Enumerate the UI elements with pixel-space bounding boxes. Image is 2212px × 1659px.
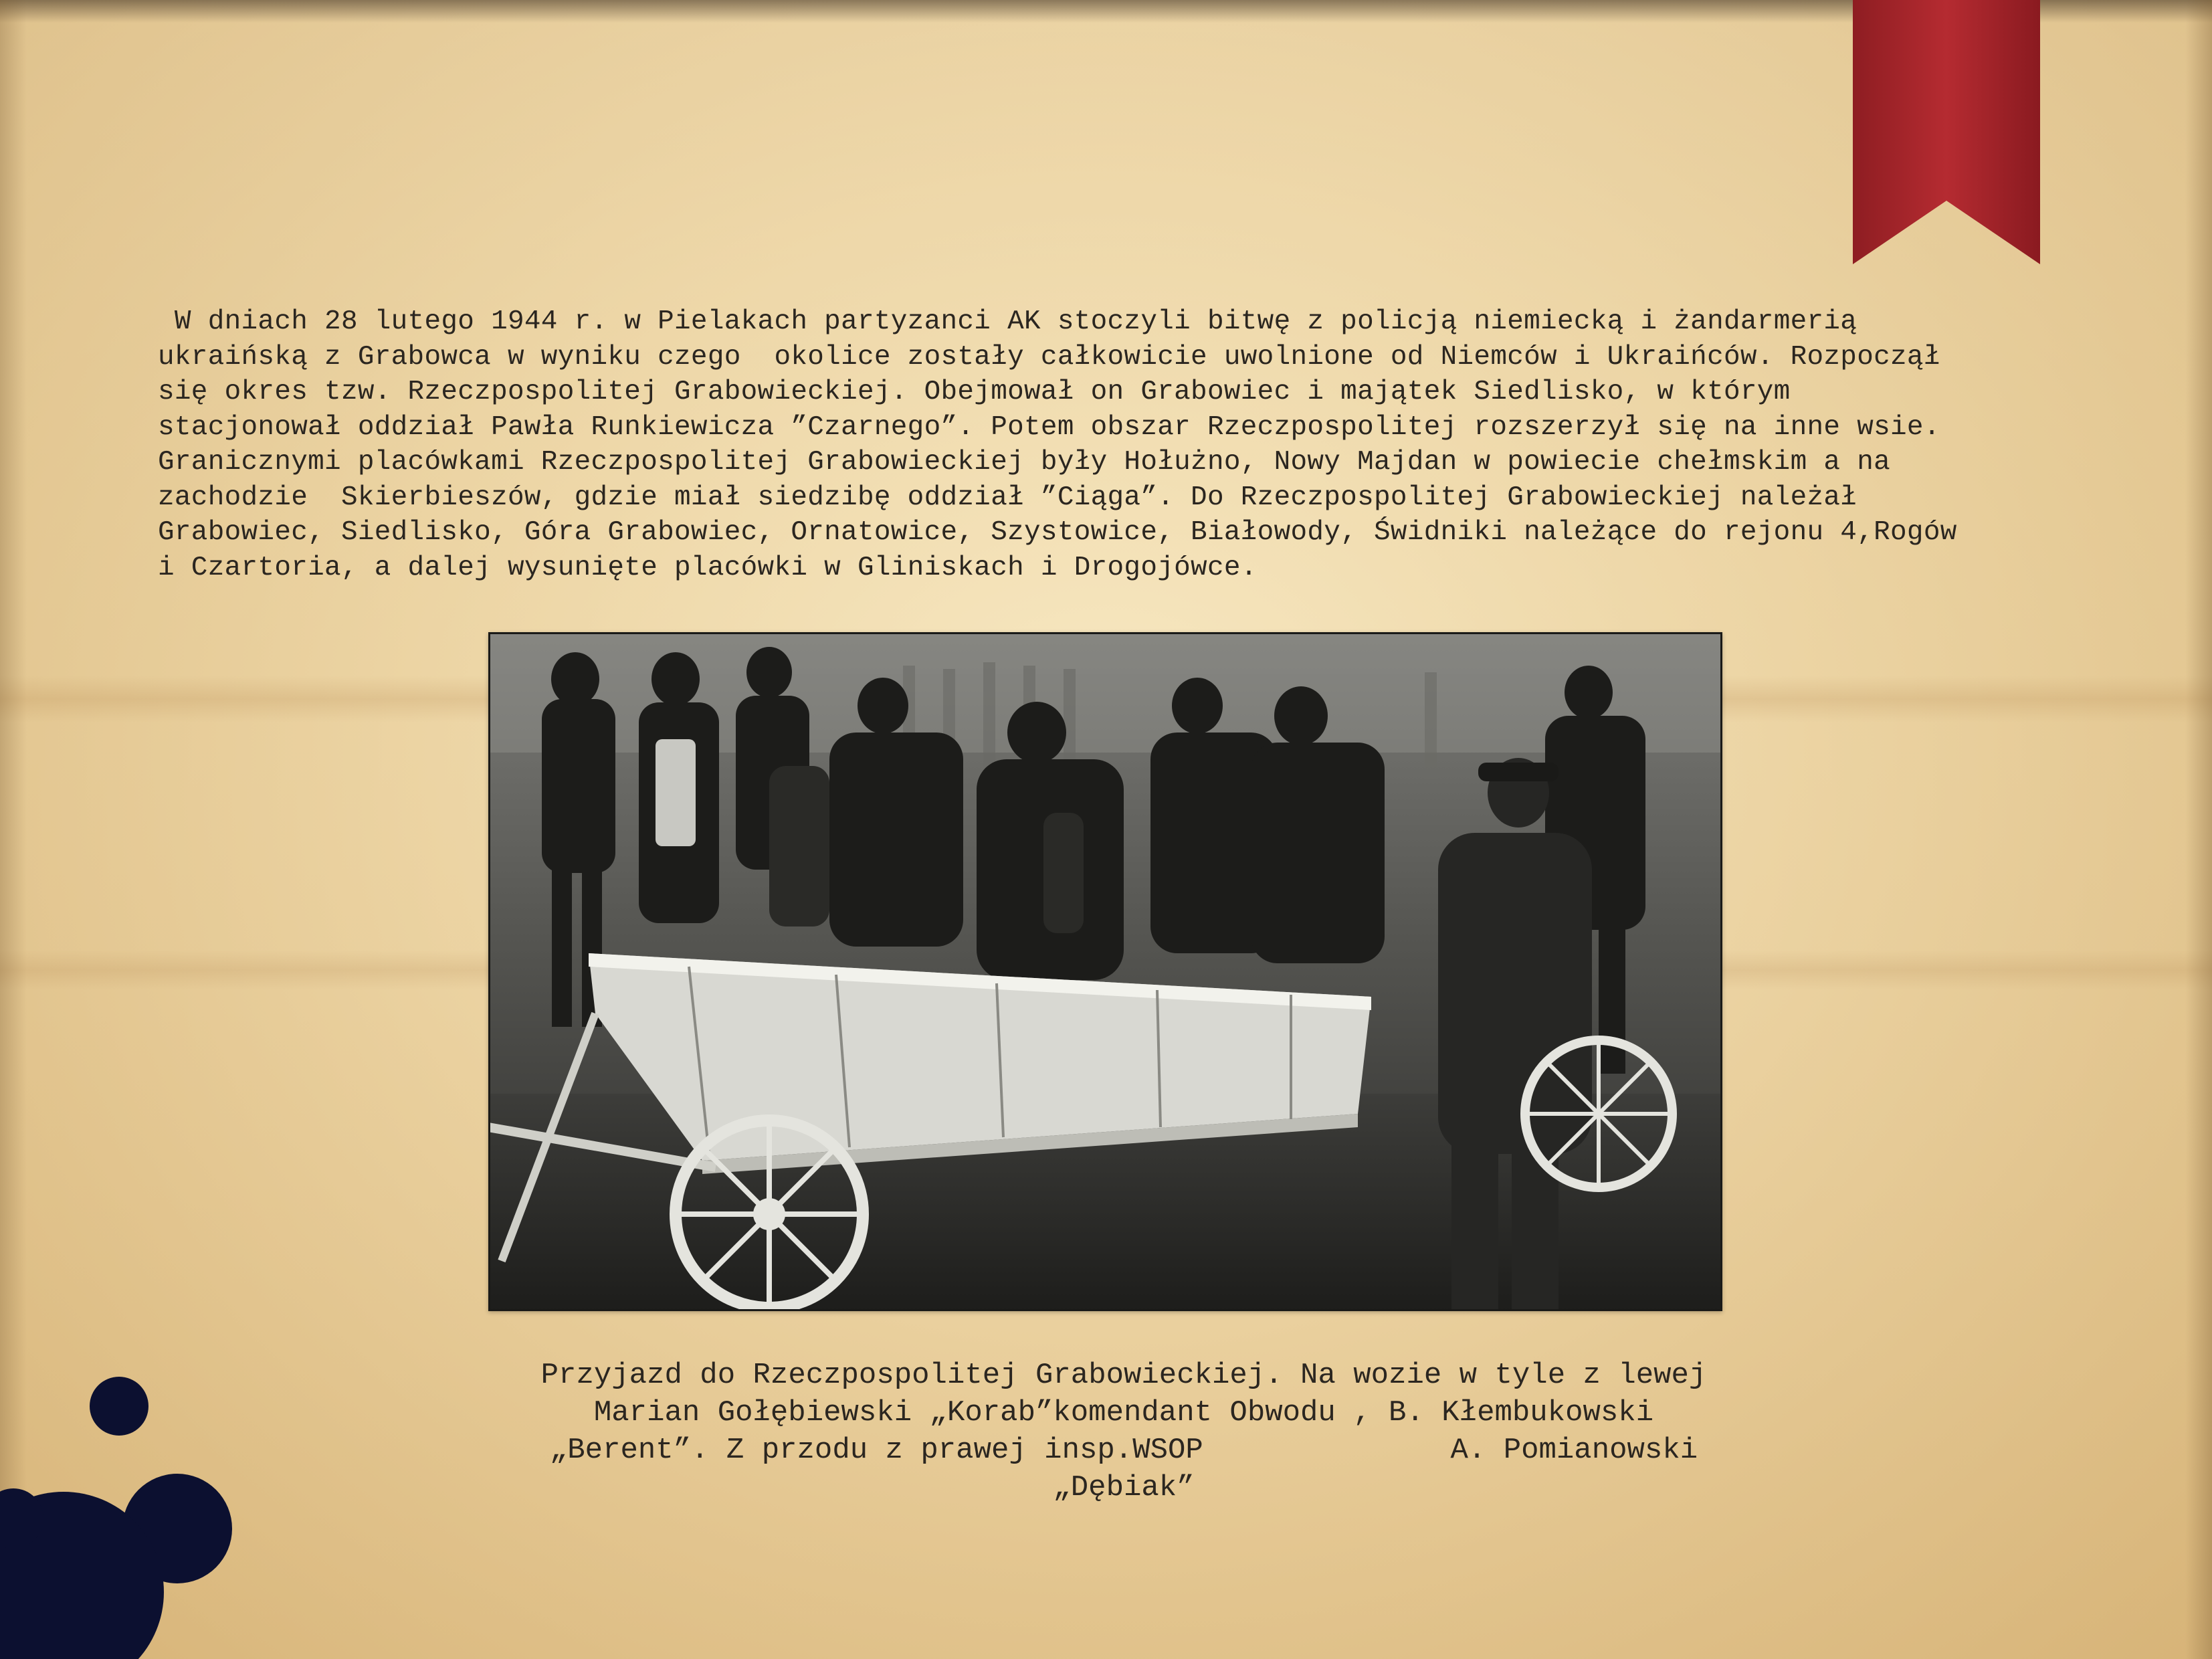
paper-right-edge bbox=[2185, 0, 2212, 1659]
body-text: W dniach 28 lutego 1944 r. w Pielakach partyzanci AK stoczyli bitwę z policją niemiecką i żandarmerią ukraińską z Grabowca w wyniku czego okolice zostały całkowicie uwolnione od Niemców i Ukraińców. Rozpoczął się okres tzw. Rzeczpospolitej Grabowieckiej. Obejmował on Grabowiec i majątek Siedlisko, w którym stacjonował oddział Pawła Runkiewicza ”Czarnego”. Potem obszar Rzeczpospolitej rozszerzył się na inne wsie. Granicznymi placówkami Rzeczpospolitej Grabowieckiej były Hołużno, Nowy Majdan w powiecie chełmskim a na zachodzie Skierbieszów, gdzie miał siedzibę oddział ”Ciąga”. Do Rzeczpospolitej Grabowieckiej należał Grabowiec, Siedlisko, Góra Grabowiec, Ornatowice, Szystowice, Białowody, Świdniki należące do rejonu 4,Rogów i Czartoria, a dalej wysunięte placówki w Gliniskach i Drogojówce. bbox=[158, 306, 1957, 583]
ink-stain-decoration bbox=[0, 1351, 254, 1659]
historical-photograph bbox=[488, 632, 1722, 1311]
photo-caption: Przyjazd do Rzeczpospolitej Grabowieckiej. Na wozie w tyle z lewej Marian Gołębiewski „Korab”komendant Obwodu , B. Kłembukowski „Berent”. Z przodu z prawej insp.WSOP A. Pomianowski „Dębiak” bbox=[540, 1359, 1707, 1504]
bookmark-ribbon-icon bbox=[1853, 0, 2040, 264]
